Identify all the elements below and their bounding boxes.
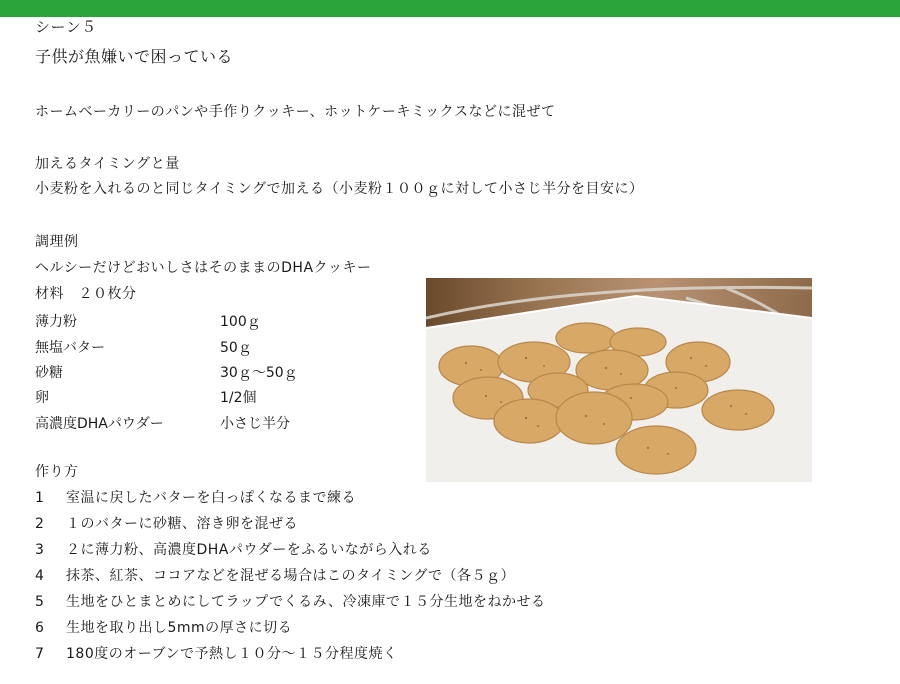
ingredient-name: 卵	[35, 390, 49, 406]
ingredient-qty: 30ｇ～50ｇ	[220, 365, 298, 381]
step-number: 7	[35, 646, 45, 662]
timing-heading: 加えるタイミングと量	[35, 156, 180, 172]
step-number: 2	[35, 516, 45, 532]
ingredient-name: 薄力粉	[35, 314, 77, 330]
ingredient-name: 高濃度DHAパウダー	[35, 416, 164, 432]
step-text: 抹茶、紅茶、ココアなどを混ぜる場合はこのタイミングで（各５ｇ）	[66, 568, 515, 584]
step-number: 3	[35, 542, 45, 558]
ingredient-qty: 50ｇ	[220, 340, 252, 356]
step-text: １のバターに砂糖、溶き卵を混ぜる	[66, 516, 298, 532]
cookie-photo	[426, 278, 812, 482]
step-text: 生地をひとまとめにしてラップでくるみ、冷凍庫で１５分生地をねかせる	[66, 594, 546, 610]
method-heading: 作り方	[35, 464, 79, 480]
materials-label: 材料 ２０枚分	[35, 286, 137, 302]
step-text: ２に薄力粉、高濃度DHAパウダーをふるいながら入れる	[66, 542, 432, 558]
ingredient-name: 無塩バター	[35, 340, 105, 356]
page-title: 子供が魚嫌いで困っている	[35, 47, 234, 66]
scene-label: シーン５	[35, 18, 97, 36]
top-accent-bar	[0, 0, 900, 17]
step-number: 4	[35, 568, 45, 584]
step-text: 室温に戻したバターを白っぽくなるまで練る	[66, 490, 356, 506]
timing-text: 小麦粉を入れるのと同じタイミングで加える（小麦粉１００ｇに対して小さじ半分を目安に）	[35, 181, 644, 197]
ingredient-qty: 小さじ半分	[220, 416, 290, 432]
step-number: 6	[35, 620, 45, 636]
step-number: 1	[35, 490, 45, 506]
step-number: 5	[35, 594, 45, 610]
ingredient-qty: 100ｇ	[220, 314, 261, 330]
ingredient-qty: 1/2個	[220, 390, 257, 406]
step-text: 180度のオーブンで予熱し１０分～１５分程度焼く	[66, 646, 398, 662]
intro-text: ホームベーカリーのパンや手作りクッキー、ホットケーキミックスなどに混ぜて	[35, 104, 556, 120]
recipe-title: ヘルシーだけどおいしさはそのままのDHAクッキー	[35, 260, 372, 276]
step-text: 生地を取り出し5mmの厚さに切る	[66, 620, 293, 636]
ingredient-name: 砂糖	[35, 365, 63, 381]
recipe-heading: 調理例	[35, 234, 79, 250]
